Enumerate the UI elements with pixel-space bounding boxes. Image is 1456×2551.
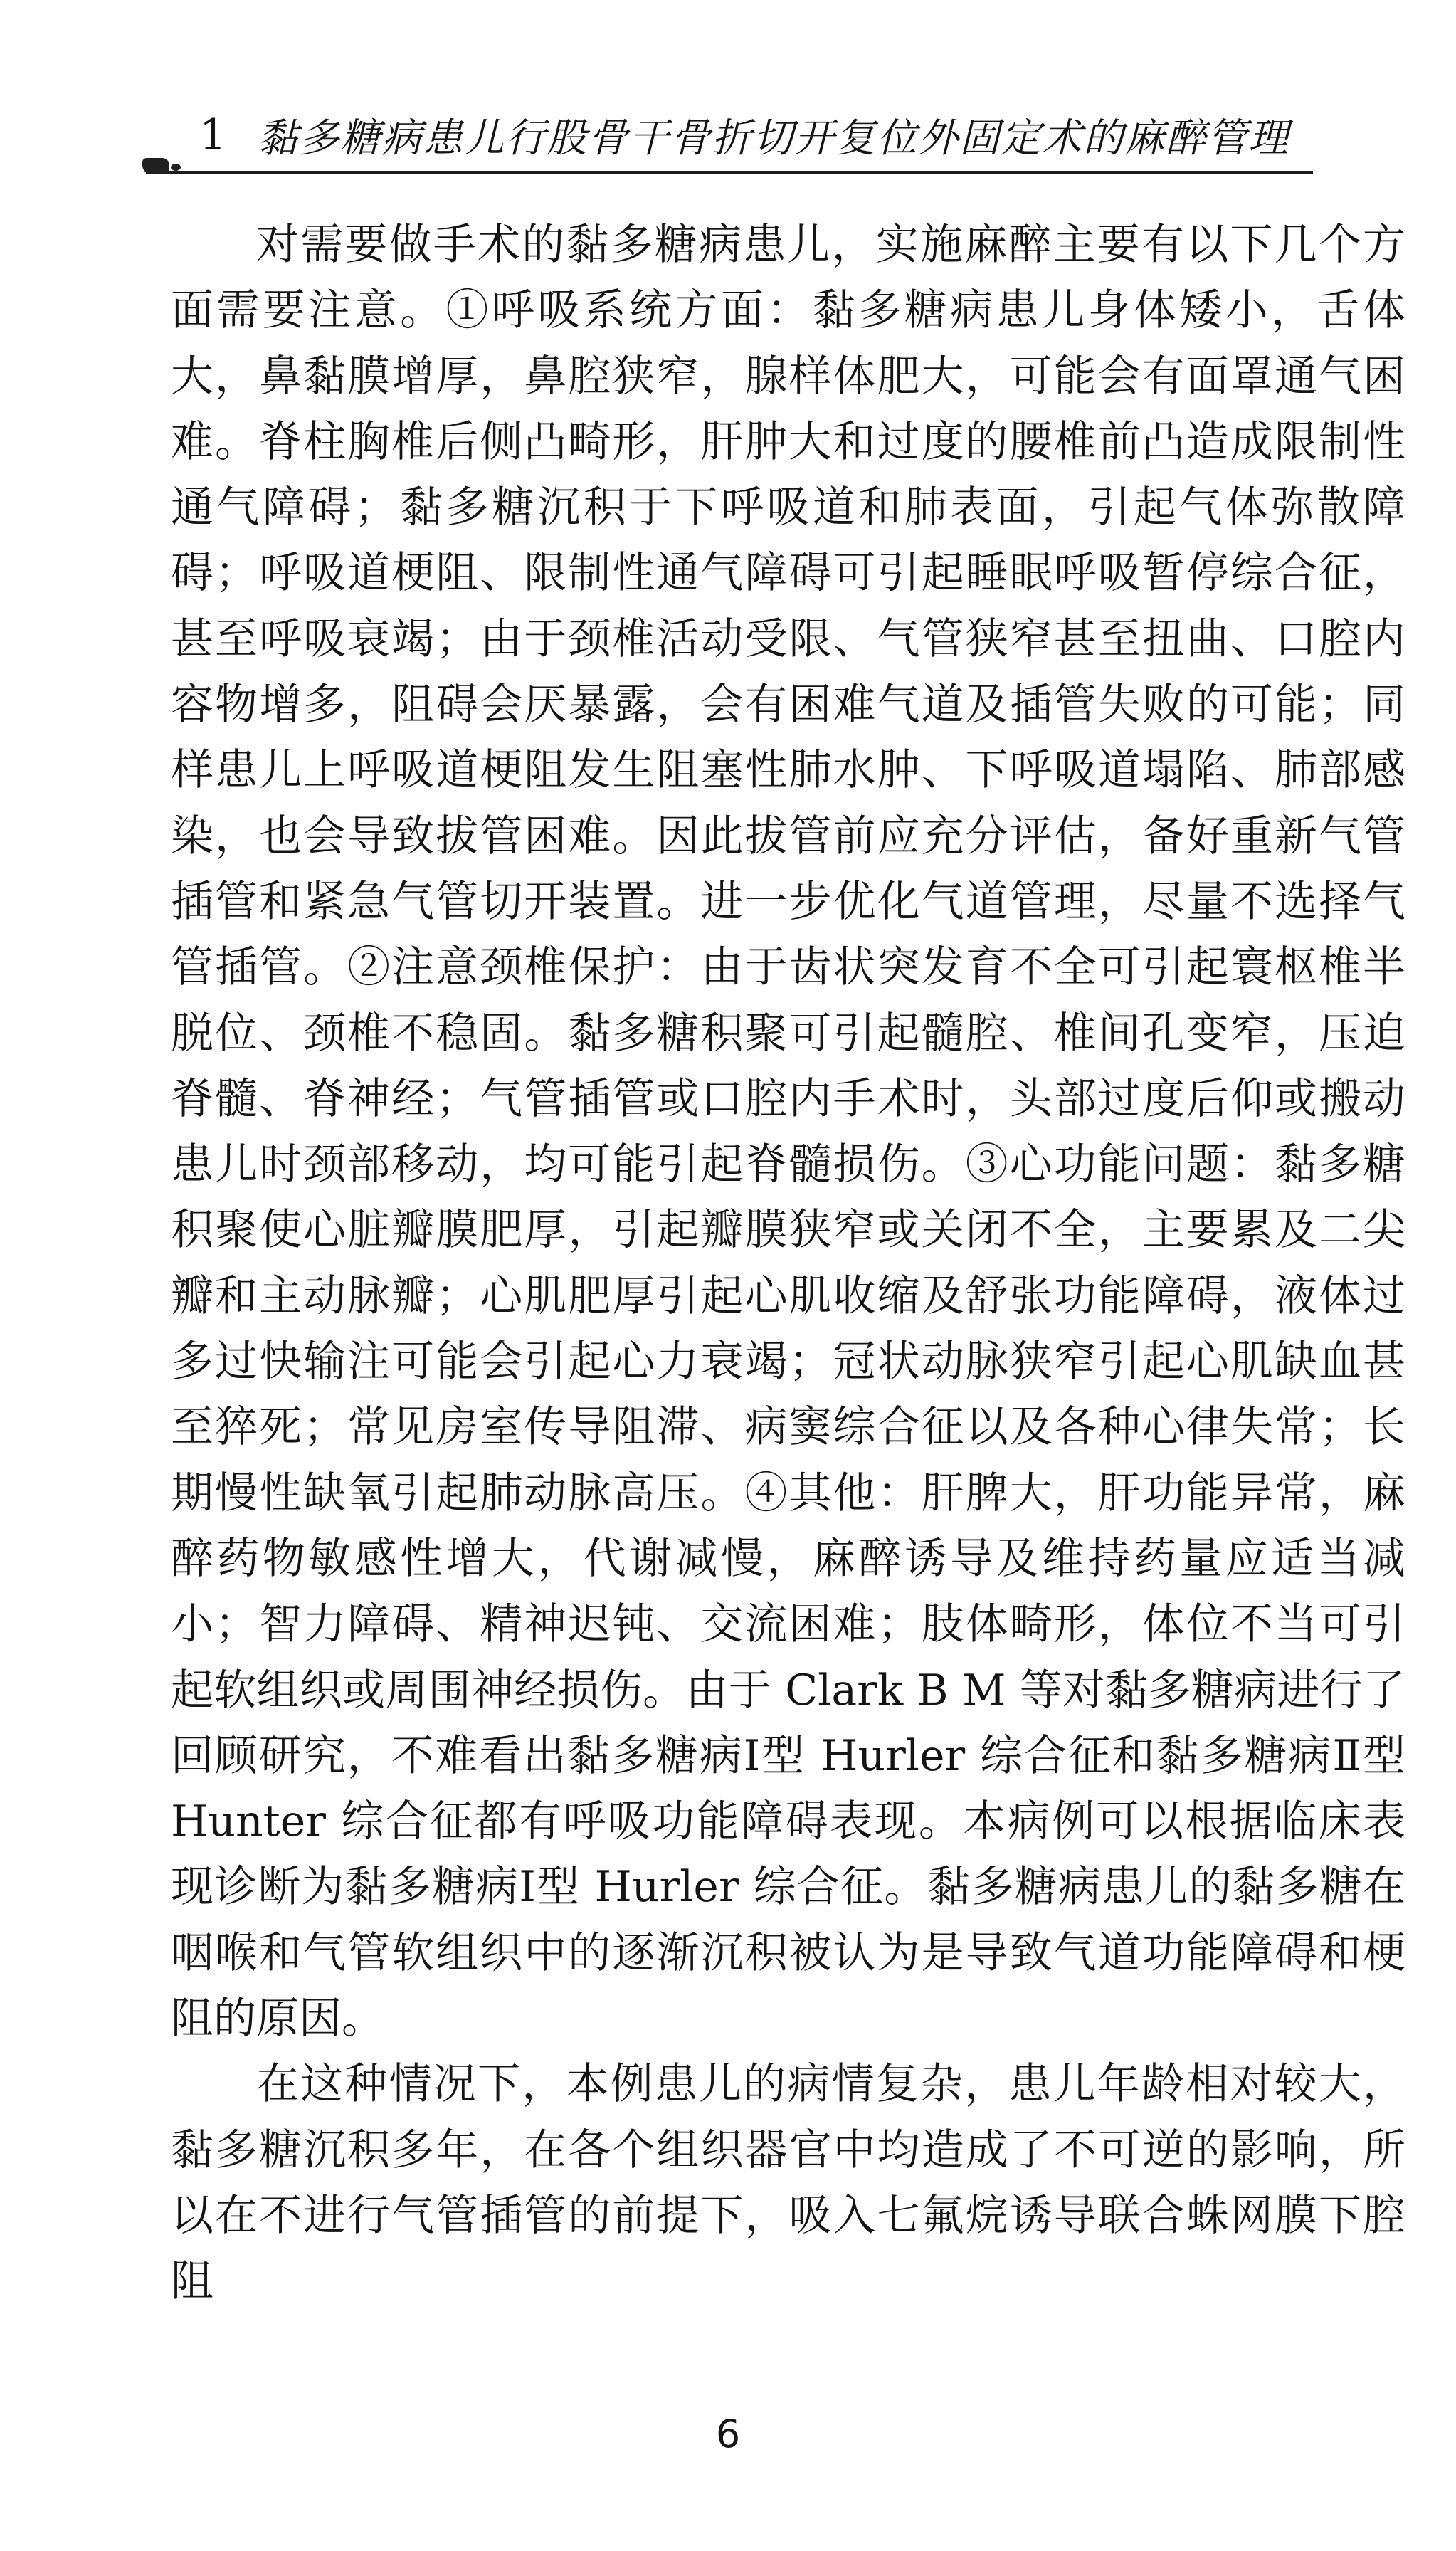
paragraph-2: 在这种情况下，本例患儿的病情复杂，患儿年龄相对较大，黏多糖沉积多年，在各个组织器官中均造成了不可逆的影响，所以在不进行气管插管的前提下，吸入七氟烷诱导联合蛛网膜下腔阻 [171, 2059, 1405, 2307]
paragraph-1: 对需要做手术的黏多糖病患儿，实施麻醉主要有以下几个方面需要注意。①呼吸系统方面：黏多糖病患儿身体矮小，舌体大，鼻黏膜增厚，鼻腔狭窄，腺样体肥大，可能会有面罩通气困难。脊柱胸椎后侧凸畸形，肝肿大和过度的腰椎前凸造成限制性通气障碍；黏多糖沉积于下呼吸道和肺表面，引起气体弥散障碍；呼吸道梗阻、限制性通气障碍可引起睡眠呼吸暂停综合征，甚至呼吸衰竭；由于颈椎活动受限、气管狭窄甚至扭曲、口腔内容物增多，阻碍会厌暴露，会有困难气道及插管失败的可能；同样患儿上呼吸道梗阻发生阻塞性肺水肿、下呼吸道塌陷、肺部感染，也会导致拔管困难。因此拔管前应充分评估，备好重新气管插管和紧急气管切开装置。进一步优化气道管理，尽量不选择气管插管。②注意颈椎保护：由于齿状突发育不全可引起寰枢椎半脱位、颈椎不稳固。黏多糖积聚可引起髓腔、椎间孔变窄，压迫脊髓、脊神经；气管插管或口腔内手术时，头部过度后仰或搬动患儿时颈部移动，均可能引起脊髓损伤。③心功能问题：黏多糖积聚使心脏瓣膜肥厚，引起瓣膜狭窄或关闭不全，主要累及二尖瓣和主动脉瓣；心肌肥厚引起心肌收缩及舒张功能障碍，液体过多过快输注可能会引起心力衰竭；冠状动脉狭窄引起心肌缺血甚至猝死；常见房室传导阻滞、病窦综合征以及各种心律失常；长期慢性缺氧引起肺动脉高压。④其他：肝脾大，肝功能异常，麻醉药物敏感性增大，代谢减慢，麻醉诱导及维持药量应适当减小；智力障碍、精神迟钝、交流困难；肢体畸形，体位不当可引起软组织或周围神经损伤。由于 Clark B M 等对黏多糖病进行了回顾研究，不难看出黏多糖病Ⅰ型 Hurler 综合征和黏多糖病Ⅱ型 Hunter 综合征都有呼吸功能障碍表现。本病例可以根据临床表现诊断为黏多糖病Ⅰ型 Hurler 综合征。黏多糖病患儿的黏多糖在咽喉和气管软组织中的逐渐沉积被认为是导致气道功能障碍和梗阻的原因。 [171, 220, 1405, 2044]
chapter-title: 黏多糖病患儿行股骨干骨折切开复位外固定术的麻醉管理 [258, 115, 1290, 162]
running-header [146, 100, 1313, 171]
body-text [171, 212, 1405, 2315]
header-rule [146, 171, 1313, 174]
ink-dot [171, 164, 181, 171]
page-number: 6 [715, 2411, 741, 2456]
chapter-number: 1 [199, 110, 228, 160]
ink-mark [142, 158, 169, 174]
